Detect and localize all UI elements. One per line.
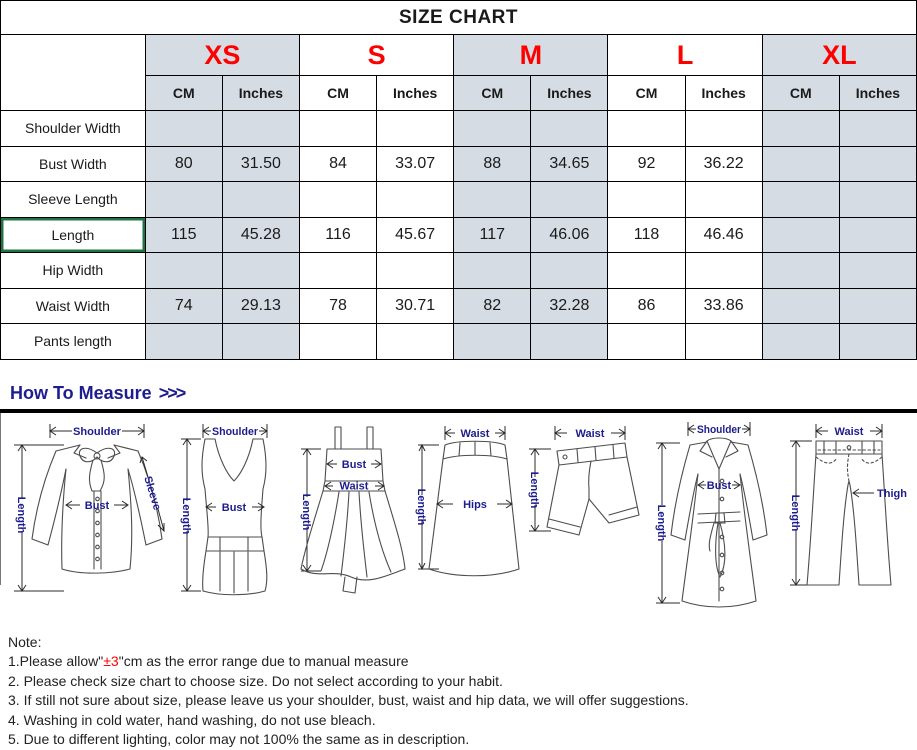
dress-length-label: Length (300, 493, 313, 530)
coat-shoulder-label: Shoulder (697, 423, 742, 436)
table-row-waist-width (1, 288, 917, 324)
value-cell (454, 111, 531, 147)
skirt-length-label: Length (414, 488, 427, 525)
value-cell: 82 (454, 288, 531, 324)
note-line-1 (8, 652, 917, 672)
note-1-highlight: ±3 (103, 653, 119, 669)
value-cell (685, 253, 762, 289)
value-cell: 32.28 (531, 288, 608, 324)
value-cell (145, 182, 222, 218)
value-cell (531, 111, 608, 147)
value-cell (454, 182, 531, 218)
row-label: Waist Width (1, 288, 146, 324)
value-cell (608, 324, 685, 360)
value-cell (299, 182, 376, 218)
value-cell (839, 217, 916, 253)
value-cell (299, 111, 376, 147)
row-label: Pants length (1, 324, 146, 360)
value-cell: 33.07 (377, 146, 454, 182)
value-cell (839, 182, 916, 218)
figures-left-edge (0, 413, 1, 585)
value-cell (762, 146, 839, 182)
skirt-figure (415, 419, 521, 619)
shorts-waist-label: Waist (575, 427, 605, 440)
table-row-sleeve-length (1, 182, 917, 218)
skirt-hips-label: Hips (463, 498, 487, 511)
unit-header: CM (145, 76, 222, 111)
value-cell (608, 111, 685, 147)
unit-header: Inches (531, 76, 608, 111)
blouse-sleeve-label: Sleeve (141, 474, 163, 512)
table-row-shoulder-width (1, 111, 917, 147)
value-cell: 31.50 (222, 146, 299, 182)
unit-header: Inches (222, 76, 299, 111)
shorts-length-label: Length (527, 471, 540, 508)
value-cell: 29.13 (222, 288, 299, 324)
value-cell (839, 111, 916, 147)
tank-shoulder-label: Shoulder (211, 425, 259, 438)
value-cell (531, 253, 608, 289)
size-table (0, 0, 917, 360)
how-to-measure-heading (10, 383, 917, 404)
note-line-4: 4. Washing in cold water, hand washing, do not use bleach. (8, 711, 376, 728)
pants-waist-label: Waist (834, 425, 864, 438)
dress-diagram (293, 419, 411, 619)
value-cell (839, 146, 916, 182)
row-label: Sleeve Length (1, 182, 146, 218)
value-cell (377, 324, 454, 360)
note-line-3: 3. If still not sure about size, please leave us your shoulder, bust, waist and hip data, we will offer suggestions. (8, 692, 689, 708)
value-cell (762, 324, 839, 360)
value-cell (762, 288, 839, 324)
value-cell (685, 111, 762, 147)
unit-header: CM (762, 76, 839, 111)
row-label: Shoulder Width (1, 111, 146, 147)
measure-heading-arrows-icon: >>> (158, 382, 185, 403)
value-cell: 46.46 (685, 217, 762, 253)
unit-header: CM (608, 76, 685, 111)
value-cell (762, 217, 839, 253)
table-row-bust-width (1, 146, 917, 182)
blouse-figure (6, 419, 171, 619)
coat-figure (650, 419, 782, 619)
coat-diagram (650, 419, 782, 619)
tank-top-diagram (175, 419, 290, 619)
dress-waist-label: Waist (339, 480, 369, 492)
title-row (1, 1, 917, 35)
unit-header: Inches (839, 76, 916, 111)
table-row-length (1, 217, 917, 253)
shorts-diagram (525, 419, 647, 619)
value-cell (608, 253, 685, 289)
skirt-waist-label: Waist (460, 427, 490, 440)
value-cell (299, 324, 376, 360)
value-cell (531, 324, 608, 360)
pants-length-label: Length (788, 494, 801, 531)
value-cell: 30.71 (377, 288, 454, 324)
value-cell: 88 (454, 146, 531, 182)
value-cell (839, 253, 916, 289)
value-cell (839, 288, 916, 324)
note-line-5: 5. Due to different lighting, color may not 100% the same as in description. (8, 731, 470, 747)
coat-length-label: Length (655, 504, 668, 541)
value-cell (377, 111, 454, 147)
unit-header: Inches (377, 76, 454, 111)
value-cell (145, 111, 222, 147)
size-col-m: M (454, 35, 608, 76)
value-cell (222, 253, 299, 289)
value-cell: 78 (299, 288, 376, 324)
value-cell (762, 111, 839, 147)
value-cell (299, 253, 376, 289)
shorts-figure (525, 419, 647, 619)
row-label: Hip Width (1, 253, 146, 289)
value-cell: 117 (454, 217, 531, 253)
value-cell: 80 (145, 146, 222, 182)
dress-bust-label: Bust (342, 458, 367, 471)
value-cell (454, 253, 531, 289)
table-row-pants-length (1, 324, 917, 360)
value-cell (145, 253, 222, 289)
value-cell (762, 253, 839, 289)
value-cell: 45.28 (222, 217, 299, 253)
row-label: Bust Width (1, 146, 146, 182)
unit-header: CM (454, 76, 531, 111)
notes-section (8, 633, 917, 750)
value-cell (222, 324, 299, 360)
pants-diagram (786, 419, 911, 619)
value-cell (377, 182, 454, 218)
blouse-bust-label: Bust (84, 499, 110, 512)
value-cell: 116 (299, 217, 376, 253)
value-cell (454, 324, 531, 360)
pants-thigh-label: Thigh (876, 487, 907, 500)
dress-figure (293, 419, 411, 619)
value-cell: 33.86 (685, 288, 762, 324)
unit-header: CM (299, 76, 376, 111)
value-cell: 84 (299, 146, 376, 182)
value-cell: 92 (608, 146, 685, 182)
note-line-2: 2. Please check size chart to choose size. Do not select according to your habit. (8, 672, 503, 689)
blouse-shoulder-label: Shoulder (73, 425, 122, 438)
page-title: SIZE CHART (1, 1, 917, 35)
size-col-xl: XL (762, 35, 916, 76)
note-1-post: "cm as the error range due to manual measure (118, 653, 409, 669)
notes-title: Note: (8, 633, 42, 650)
value-cell: 74 (145, 288, 222, 324)
value-cell (145, 324, 222, 360)
size-col-l: L (608, 35, 762, 76)
row-label-selected: Length (1, 217, 146, 253)
value-cell (685, 324, 762, 360)
value-cell (762, 182, 839, 218)
blouse-length-label: Length (15, 496, 27, 533)
size-col-s: S (299, 35, 453, 76)
unit-header: Inches (685, 76, 762, 111)
table-row-hip-width (1, 253, 917, 289)
skirt-diagram (415, 419, 521, 619)
pants-figure (786, 419, 911, 619)
size-col-xs: XS (145, 35, 299, 76)
tank-length-label: Length (179, 497, 192, 534)
coat-bust-label: Bust (707, 479, 732, 492)
note-1-pre: 1.Please allow" (8, 653, 104, 669)
measure-heading-text: How To Measure (10, 382, 152, 403)
value-cell: 36.22 (685, 146, 762, 182)
value-cell: 86 (608, 288, 685, 324)
value-cell: 115 (145, 217, 222, 253)
size-header-row (1, 35, 917, 76)
value-cell (377, 253, 454, 289)
tank-top-figure (175, 419, 290, 619)
value-cell: 46.06 (531, 217, 608, 253)
measurement-figures (0, 413, 917, 625)
value-cell (608, 182, 685, 218)
value-cell: 45.67 (377, 217, 454, 253)
blouse-diagram (6, 419, 171, 619)
value-cell: 34.65 (531, 146, 608, 182)
value-cell (222, 182, 299, 218)
value-cell (839, 324, 916, 360)
value-cell (222, 111, 299, 147)
tank-bust-label: Bust (221, 501, 246, 514)
corner-cell (1, 35, 146, 111)
value-cell (531, 182, 608, 218)
value-cell: 118 (608, 217, 685, 253)
value-cell (685, 182, 762, 218)
